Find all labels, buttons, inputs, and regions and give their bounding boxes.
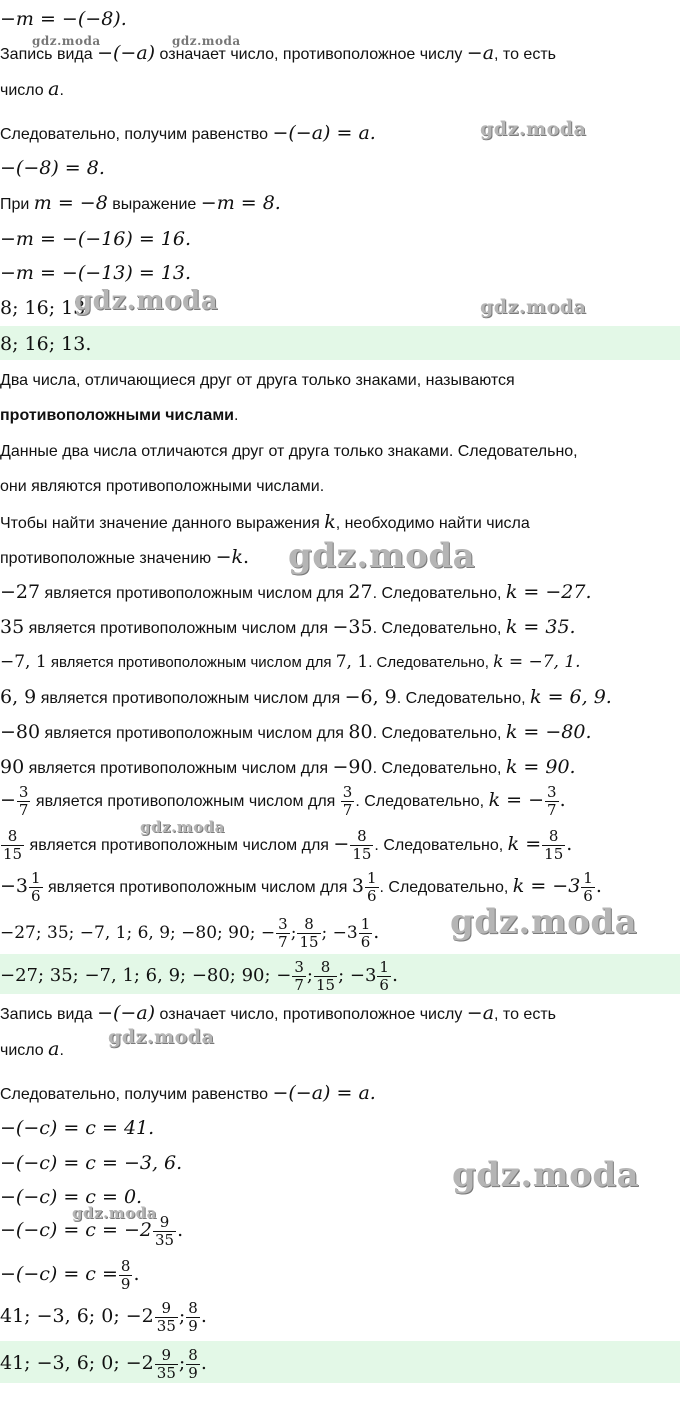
equation-line: −(−8) = 8. [0, 157, 105, 179]
text-line: Следовательно, получим равенство −(−a) = a. [0, 122, 376, 144]
text-line: число a. [0, 1038, 64, 1060]
fraction: $\frac{9}{35}$ [156, 1346, 176, 1383]
text-line: Запись вида −(−a) означает число, противоположное числу −a, то есть [0, 1002, 556, 1024]
fraction: $\frac{8}{15}$ [352, 827, 372, 864]
text-line: противоположные значению −k. [0, 546, 250, 568]
equation-line: −(−c) = c = 41. [0, 1117, 155, 1139]
fraction: $\frac{1}{6}$ [31, 869, 41, 906]
watermark: gdz.moda [172, 34, 241, 48]
watermark: gdz.moda [72, 1204, 157, 1222]
fraction: $\frac{8}{9}$ [188, 1346, 198, 1383]
fraction: $\frac{1}{6}$ [583, 869, 593, 906]
fraction: $\frac{3}{7}$ [278, 915, 288, 952]
answer-line: −27; 35; −7, 1; 6, 9; −80; 90; − $\frac{3}{7}$ ; $\frac{8}{15}$ ; −3 $\frac{1}{6}$ . [0, 958, 398, 995]
watermark: gdz.moda [74, 286, 219, 316]
answer-line: 41; −3, 6; 0; −2 $\frac{9}{35}$ ; $\frac{8}{9}$ . [0, 1346, 207, 1383]
opposite-row: −7, 1 является противоположным числом для 7, 1. Следовательно, k = −7, 1. [0, 652, 581, 672]
watermark: gdz.moda [108, 1026, 215, 1048]
equation-line: 8; 16; 13. [0, 297, 92, 319]
text-line: число a. [0, 78, 64, 100]
fraction: $\frac{3}{7}$ [342, 783, 353, 820]
equation-line: −m = −(−8). [0, 8, 127, 30]
fraction: $\frac{9}{35}$ [154, 1213, 175, 1250]
text-line: Запись вида −(−a) означает число, противоположное числу −a, то есть [0, 42, 556, 64]
fraction: $\frac{1}{6}$ [360, 915, 371, 952]
opposite-row: 90 является противоположным числом для −90. Следовательно, k = 90. [0, 756, 576, 778]
equation-line: −m = −(−16) = 16. [0, 228, 191, 250]
text-line: Данные два числа отличаются друг от друга только знаками. Следовательно, [0, 443, 578, 460]
equation-line: −(−c) = c = −2 $\frac{9}{35}$ . [0, 1213, 184, 1250]
opposite-row: −27 является противоположным числом для 27. Следовательно, k = −27. [0, 581, 592, 603]
fraction: $\frac{8}{9}$ [188, 1299, 198, 1336]
watermark: gdz.moda [288, 536, 476, 576]
watermark: gdz.moda [32, 34, 101, 48]
summary-line: −27; 35; −7, 1; 6, 9; −80; 90; − $\frac{3}{7}$ ; $\frac{8}{15}$ ; −3 $\frac{1}{6}$ . [0, 915, 380, 952]
answer-highlight [0, 326, 680, 360]
text-line: Чтобы найти значение данного выражения k, необходимо найти числа [0, 511, 530, 533]
fraction: $\frac{3}{7}$ [294, 958, 304, 995]
text-line: они являются противоположными числами. [0, 478, 325, 495]
fraction: $\frac{8}{15}$ [299, 915, 319, 952]
answer-line: 8; 16; 13. [0, 333, 92, 355]
text-line: Следовательно, получим равенство −(−a) = a. [0, 1082, 376, 1104]
opposite-row: 35 является противоположным числом для −35. Следовательно, k = 35. [0, 616, 576, 638]
definition-line: Два числа, отличающиеся друг от друга только знаками, называются [0, 372, 515, 389]
opposite-row: $\frac{8}{15}$ является противоположным числом для − $\frac{8}{15}$ . Следовательно, k = $\frac{8}{15}$ . [3, 827, 573, 864]
opposite-row: −3 $\frac{1}{6}$ является противоположным числом для 3 $\frac{1}{6}$ . Следовательно, k = −3 $\frac{1}{6}$ . [0, 869, 602, 906]
watermark: gdz.moda [480, 296, 587, 318]
fraction: $\frac{3}{7}$ [547, 783, 557, 820]
watermark: gdz.moda [450, 902, 638, 942]
opposite-row: 6, 9 является противоположным числом для −6, 9. Следовательно, k = 6, 9. [0, 686, 612, 708]
fraction: $\frac{3}{7}$ [18, 783, 29, 820]
fraction: $\frac{1}{6}$ [366, 869, 377, 906]
equation-line: −(−c) = c = 0. [0, 1186, 143, 1208]
watermark: gdz.moda [452, 1155, 640, 1195]
fraction: $\frac{8}{15}$ [315, 958, 336, 995]
equation-line: −(−c) = c = $\frac{8}{9}$ . [0, 1257, 140, 1294]
watermark: gdz.moda [480, 118, 587, 140]
fraction: $\frac{8}{15}$ [3, 827, 23, 864]
definition-term: противоположными числами. [0, 407, 239, 424]
fraction: $\frac{9}{35}$ [156, 1299, 176, 1336]
fraction: $\frac{1}{6}$ [379, 958, 389, 995]
watermark: gdz.moda [140, 818, 225, 836]
summary-line: 41; −3, 6; 0; −2 $\frac{9}{35}$ ; $\frac{8}{9}$ . [0, 1299, 207, 1336]
equation-line: −m = −(−13) = 13. [0, 262, 191, 284]
opposite-row: − $\frac{3}{7}$ является противоположным числом для $\frac{3}{7}$ . Следовательно, k = − $\frac{3}{7}$ . [0, 783, 566, 820]
text-line: При m = −8 выражение −m = 8. [0, 192, 281, 214]
equation-line: −(−c) = c = −3, 6. [0, 1152, 183, 1174]
fraction: $\frac{8}{9}$ [120, 1257, 131, 1294]
opposite-row: −80 является противоположным числом для 80. Следовательно, k = −80. [0, 721, 592, 743]
fraction: $\frac{8}{15}$ [544, 827, 564, 864]
